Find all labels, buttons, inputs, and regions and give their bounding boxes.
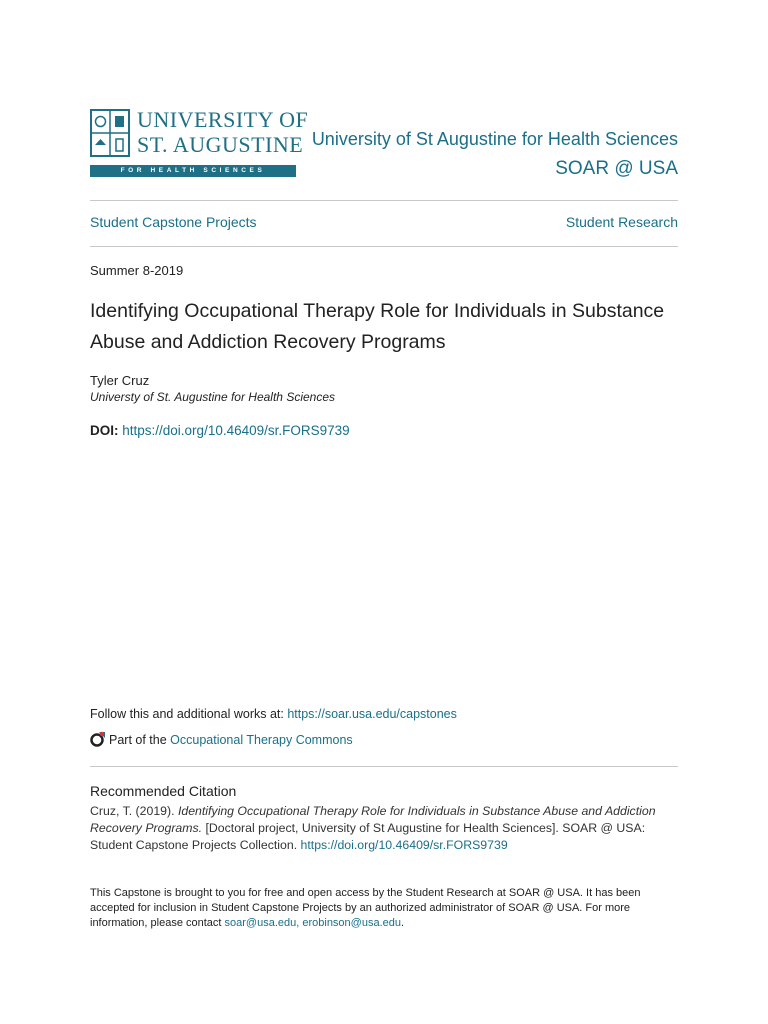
follow-line	[90, 707, 457, 721]
institution-link[interactable]: University of St Augustine for Health Sciences	[311, 129, 678, 149]
citation-text	[90, 803, 680, 854]
divider	[90, 766, 678, 767]
logo-text-line2: ST. AUGUSTINE	[137, 132, 304, 157]
doi-link[interactable]: https://doi.org/10.46409/sr.FORS9739	[122, 423, 350, 438]
citation-doi-link[interactable]: https://doi.org/10.46409/sr.FORS9739	[300, 838, 508, 852]
citation-title: Identifying Occupational Therapy Role for Individuals in Substance Abuse and Addiction Recovery Programs.	[90, 804, 656, 835]
capstones-link[interactable]: https://soar.usa.edu/capstones	[287, 707, 457, 721]
university-logo[interactable]	[90, 107, 309, 179]
divider	[90, 246, 678, 247]
citation-authors-year: Cruz, T. (2019).	[90, 804, 178, 818]
divider	[90, 200, 678, 201]
occupational-therapy-commons-link[interactable]: Occupational Therapy Commons	[170, 733, 353, 747]
header	[90, 107, 678, 179]
follow-prefix: Follow this and additional works at:	[90, 707, 288, 721]
part-of-line	[90, 730, 353, 750]
nav-link-student-research[interactable]: Student Research	[565, 214, 678, 230]
author-name: Tyler Cruz	[90, 373, 150, 388]
doi-line	[90, 423, 350, 438]
logo-tagline-bar: FOR HEALTH SCIENCES	[90, 165, 296, 177]
repository-link[interactable]: SOAR @ USA	[555, 158, 678, 179]
part-of-prefix: Part of the	[109, 733, 171, 747]
paper-title: Identifying Occupational Therapy Role for Individuals in Substance Abuse and Addiction Recovery Programs	[90, 300, 665, 353]
access-notice	[90, 886, 670, 931]
notice-end: .	[400, 917, 405, 929]
doi-label: DOI:	[90, 423, 119, 438]
publication-date: Summer 8-2019	[90, 263, 184, 278]
contact-email-links[interactable]: soar@usa.edu, erobinson@usa.edu	[224, 917, 401, 929]
recommended-citation-heading: Recommended Citation	[90, 783, 237, 799]
network-commons-icon	[90, 730, 106, 748]
shield-crest-icon	[90, 109, 130, 157]
nav-link-student-capstone-projects[interactable]: Student Capstone Projects	[90, 214, 257, 230]
author-affiliation: Universty of St. Augustine for Health Sciences	[90, 390, 336, 404]
logo-text-line1: UNIVERSITY OF	[137, 107, 309, 132]
notice-text: This Capstone is brought to you for free and open access by the Student Research at SOAR @ USA. It has been accepted for inclusion in Student Capstone Projects by an authorized administrator of SOAR @ USA. For more information, please contact	[90, 887, 641, 929]
citation-details: [Doctoral project, University of St Augustine for Health Sciences]. SOAR @ USA: Student Capstone Projects Collection.	[90, 821, 646, 852]
